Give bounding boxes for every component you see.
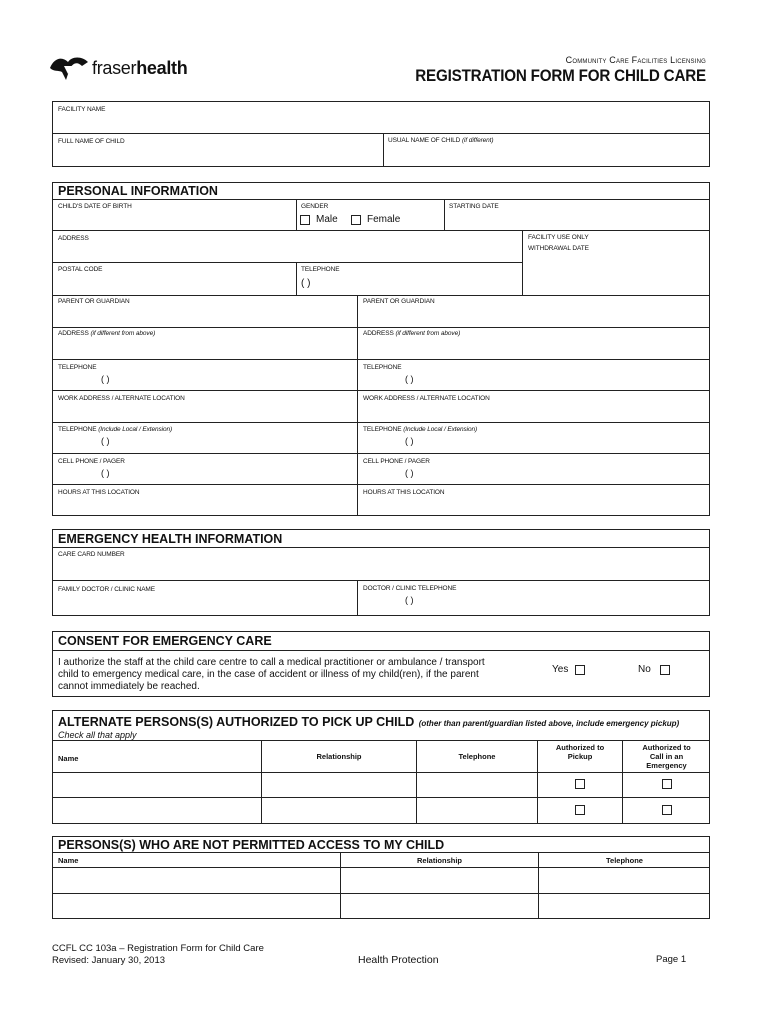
care-card-field[interactable] bbox=[53, 559, 708, 579]
parent1-address-field[interactable] bbox=[53, 338, 355, 358]
parent1-work-tel-paren[interactable]: ( ) bbox=[101, 436, 110, 446]
parent1-cell-label: CELL PHONE / PAGER bbox=[58, 458, 125, 465]
family-doctor-field[interactable] bbox=[53, 594, 355, 614]
consent-yes-label: Yes bbox=[552, 664, 569, 675]
postal-code-field[interactable] bbox=[53, 274, 294, 294]
consent-line-3: cannot immediately be reached. bbox=[58, 681, 200, 692]
parent2-telephone-paren[interactable]: ( ) bbox=[405, 374, 414, 384]
parent2-telephone-label: TELEPHONE bbox=[363, 364, 402, 371]
parent1-hours-label: HOURS AT THIS LOCATION bbox=[58, 489, 140, 496]
parent1-telephone-paren[interactable]: ( ) bbox=[101, 374, 110, 384]
telephone-label: TELEPHONE bbox=[301, 266, 340, 273]
check-all-note: Check all that apply bbox=[58, 730, 137, 740]
alt-col-name: Name bbox=[58, 754, 79, 763]
parent1-label: PARENT OR GUARDIAN bbox=[58, 298, 130, 305]
alt-row1-pickup-checkbox[interactable] bbox=[575, 779, 585, 789]
parent2-cell-paren[interactable]: ( ) bbox=[405, 468, 414, 478]
parent2-hours-field[interactable] bbox=[359, 497, 708, 514]
footer-page: Page 1 bbox=[656, 954, 687, 965]
alt-col-telephone: Telephone bbox=[458, 752, 496, 761]
parent1-cell-paren[interactable]: ( ) bbox=[101, 468, 110, 478]
facility-name-field[interactable] bbox=[53, 114, 708, 132]
table-row[interactable] bbox=[53, 894, 709, 918]
alt-col-relationship: Relationship bbox=[316, 752, 362, 761]
full-name-field[interactable] bbox=[53, 146, 381, 166]
consent-no-checkbox[interactable] bbox=[660, 665, 670, 675]
parent1-work-field[interactable] bbox=[53, 403, 355, 421]
consent-line-2: child to emergency medical care, in the case of accident or illness of my child(ren), if the parent bbox=[58, 669, 479, 680]
table-row[interactable] bbox=[53, 773, 709, 797]
consent-line-1: I authorize the staff at the child care centre to call a medical practitioner or ambulance / transport bbox=[58, 657, 485, 668]
parent2-work-label: WORK ADDRESS / ALTERNATE LOCATION bbox=[363, 395, 490, 402]
address-label: ADDRESS bbox=[58, 235, 89, 242]
logo-text-bold: health bbox=[136, 58, 188, 78]
alt-row2-pickup-checkbox[interactable] bbox=[575, 805, 585, 815]
personal-info-title: PERSONAL INFORMATION bbox=[58, 184, 218, 198]
footer-revised: Revised: January 30, 2013 bbox=[52, 955, 166, 966]
parent1-address-label: ADDRESS (if different from above) bbox=[58, 330, 156, 337]
female-checkbox[interactable] bbox=[351, 215, 361, 225]
family-doctor-label: FAMILY DOCTOR / CLINIC NAME bbox=[58, 586, 155, 593]
parent1-telephone-label: TELEPHONE bbox=[58, 364, 97, 371]
parent1-hours-field[interactable] bbox=[53, 497, 355, 514]
emergency-health-title: EMERGENCY HEALTH INFORMATION bbox=[58, 532, 283, 546]
logo-text-light: fraser bbox=[92, 58, 137, 78]
dob-field[interactable] bbox=[53, 210, 294, 229]
postal-code-label: POSTAL CODE bbox=[58, 266, 103, 273]
np-col-telephone: Telephone bbox=[606, 856, 643, 865]
address-field[interactable] bbox=[53, 243, 520, 261]
gender-label: GENDER bbox=[301, 203, 329, 210]
doctor-telephone-paren[interactable]: ( ) bbox=[405, 595, 414, 605]
male-label: Male bbox=[316, 214, 338, 225]
parent2-hours-label: HOURS AT THIS LOCATION bbox=[363, 489, 445, 496]
logo-mark-icon bbox=[48, 54, 92, 84]
parent2-label: PARENT OR GUARDIAN bbox=[363, 298, 435, 305]
alt-col-call: Authorized to Call in an Emergency bbox=[642, 743, 691, 770]
alt-col-pickup: Authorized to Pickup bbox=[555, 743, 605, 761]
form-title: REGISTRATION FORM FOR CHILD CARE bbox=[415, 67, 706, 85]
department-name: Community Care Facilities Licensing bbox=[565, 55, 706, 65]
facility-use-label: FACILITY USE ONLY bbox=[528, 234, 589, 241]
telephone-area-code[interactable]: ( ) bbox=[301, 278, 311, 289]
care-card-label: CARE CARD NUMBER bbox=[58, 551, 125, 558]
full-name-label: FULL NAME OF CHILD bbox=[58, 138, 125, 145]
alt-row1-call-checkbox[interactable] bbox=[662, 779, 672, 789]
consent-no-label: No bbox=[638, 664, 651, 675]
parent2-work-tel-paren[interactable]: ( ) bbox=[405, 436, 414, 446]
fraserhealth-logo bbox=[48, 52, 198, 86]
np-col-name: Name bbox=[58, 856, 79, 865]
table-row[interactable] bbox=[53, 798, 709, 823]
parent2-field[interactable] bbox=[359, 306, 708, 326]
parent1-work-tel-label: TELEPHONE (Include Local / Extension) bbox=[58, 426, 173, 433]
parent1-field[interactable] bbox=[53, 306, 355, 326]
female-label: Female bbox=[367, 214, 401, 225]
alternate-persons-title: ALTERNATE PERSONS(S) AUTHORIZED TO PICK UP CHILD (other than parent/guardian listed above, include emergency pickup) bbox=[58, 715, 680, 729]
alt-row2-call-checkbox[interactable] bbox=[662, 805, 672, 815]
starting-date-field[interactable] bbox=[446, 210, 708, 229]
usual-name-label: USUAL NAME OF CHILD (if different) bbox=[388, 137, 494, 144]
consent-yes-checkbox[interactable] bbox=[575, 665, 585, 675]
usual-name-field[interactable] bbox=[385, 146, 708, 166]
doctor-telephone-label: DOCTOR / CLINIC TELEPHONE bbox=[363, 585, 457, 592]
footer-form-code: CCFL CC 103a – Registration Form for Child Care bbox=[52, 943, 264, 954]
dob-label: CHILD'S DATE OF BIRTH bbox=[58, 203, 132, 210]
not-permitted-title: PERSONS(S) WHO ARE NOT PERMITTED ACCESS TO MY CHILD bbox=[58, 838, 445, 852]
footer-center: Health Protection bbox=[358, 954, 439, 966]
parent2-address-field[interactable] bbox=[359, 338, 708, 358]
np-col-relationship: Relationship bbox=[416, 856, 462, 865]
male-checkbox[interactable] bbox=[300, 215, 310, 225]
parent1-work-label: WORK ADDRESS / ALTERNATE LOCATION bbox=[58, 395, 185, 402]
facility-name-label: FACILITY NAME bbox=[58, 106, 106, 113]
parent2-cell-label: CELL PHONE / PAGER bbox=[363, 458, 430, 465]
consent-title: CONSENT FOR EMERGENCY CARE bbox=[58, 634, 272, 648]
parent2-work-tel-label: TELEPHONE (Include Local / Extension) bbox=[363, 426, 478, 433]
starting-date-label: STARTING DATE bbox=[449, 203, 499, 210]
table-row[interactable] bbox=[53, 868, 709, 892]
parent2-address-label: ADDRESS (if different from above) bbox=[363, 330, 461, 337]
withdrawal-date-label: WITHDRAWAL DATE bbox=[528, 245, 589, 252]
parent2-work-field[interactable] bbox=[359, 403, 708, 421]
